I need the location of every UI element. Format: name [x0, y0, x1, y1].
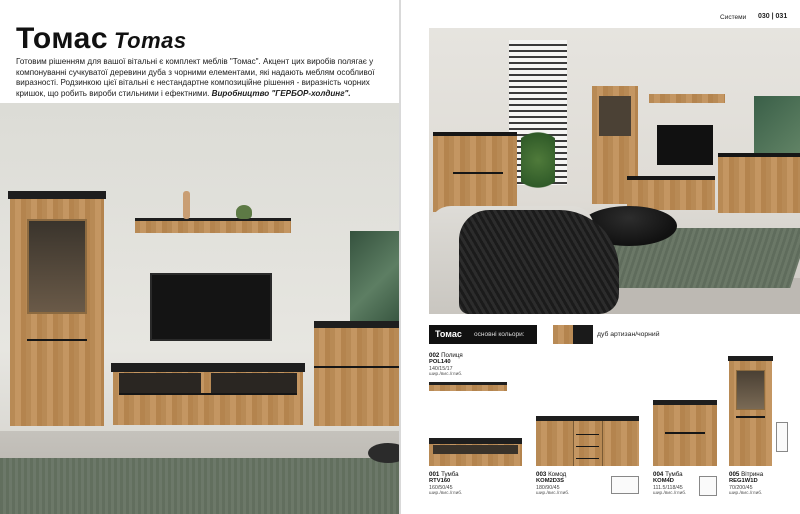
living-room-photo: [0, 103, 399, 514]
product-code: REG1W1D: [729, 478, 758, 484]
left-page: [0, 0, 399, 514]
tv-stand-niche-left: [119, 373, 201, 393]
wall-shelf: [135, 218, 291, 233]
small-plant: [236, 205, 252, 219]
dresser-top: [718, 153, 800, 157]
shelf-top: [429, 382, 507, 385]
rug: [0, 458, 399, 514]
product-code: POL140: [429, 359, 451, 365]
dresser-divider-2: [602, 421, 603, 466]
chest-top: [433, 132, 517, 136]
color-legend-bar: [429, 325, 537, 344]
product-004-sketch: [699, 476, 717, 496]
product-number: 002 Полиця: [429, 352, 463, 359]
product-005-info: [729, 471, 763, 497]
dims-note: шир./вис./глиб.: [653, 491, 687, 497]
maker-text: Виробництво "ГЕРБОР-холдинг".: [211, 88, 351, 98]
dresser-top: [314, 321, 399, 328]
product-002-info: [429, 352, 463, 378]
cabinet-top: [8, 191, 106, 199]
collection-name: Томас: [435, 329, 462, 339]
chest-handle: [453, 172, 503, 174]
intro-text: Готовим рішенням для вашої вітальні є комплект меблів "Томас". Акцент цих виробів полягає у компонуванні сучкуватої деревини дуба з чорними елементами, які надають меблям особливої виразності. Родзинкою цієї вітальні є нестандартне композиційне рішення - виразність чорних кришок, що робить вироби стильними і ефектними.: [16, 57, 375, 98]
product-001-image: [429, 438, 522, 466]
product-dims: 140/15/17: [429, 366, 453, 372]
product-dims: 160/50/45: [429, 485, 453, 491]
dresser: [718, 153, 800, 213]
black-swatch: [573, 325, 593, 344]
product-004-info: [653, 471, 686, 497]
dresser: [314, 321, 399, 426]
product-code: RTV160: [429, 478, 451, 484]
tv-stand-stripe: [119, 393, 297, 395]
product-003-info: [536, 471, 569, 497]
product-003-sketch: [611, 476, 639, 494]
product-number: 001 Тумба: [429, 471, 459, 478]
vitrine-stripe: [736, 416, 765, 418]
tv-stand-top: [627, 176, 715, 180]
product-005-sketch: [776, 422, 788, 452]
page-title: [16, 22, 187, 56]
tv-stand: [113, 363, 303, 425]
product-dims: 180/90/45: [536, 485, 560, 491]
chest: [433, 132, 517, 212]
product-002-image: [429, 382, 507, 391]
drawer-handle: [576, 434, 599, 435]
dims-note: шир./вис./глиб.: [429, 372, 463, 378]
room-photo: [429, 28, 800, 314]
cabinet-handle: [27, 339, 87, 341]
marble-panel: [754, 96, 800, 156]
page-numbers: 030 | 031: [758, 13, 788, 20]
television: [150, 273, 272, 341]
dresser-top: [536, 416, 639, 421]
dresser-divider: [573, 421, 574, 466]
shelf-top: [135, 218, 291, 221]
cabinet-glass-door: [27, 219, 87, 314]
title-latin: Tomas: [114, 28, 187, 53]
dims-note: шир./вис./глиб.: [536, 491, 570, 497]
product-dims: 70/200/45: [729, 485, 753, 491]
product-number: 004 Тумба: [653, 471, 683, 478]
cabinet-top: [653, 400, 717, 405]
tv-stand: [627, 176, 715, 210]
drawer-handle: [576, 458, 599, 459]
oak-swatch: [553, 325, 573, 344]
stand-niche: [433, 445, 518, 454]
product-dims: 111.5/118/45: [653, 485, 683, 491]
dresser-stripe: [314, 366, 399, 368]
tv-stand-niche-right: [211, 373, 297, 393]
cabinet-glass: [599, 96, 631, 136]
product-005-image: [729, 356, 772, 466]
vitrine-top: [728, 356, 773, 361]
wall-shelf: [649, 94, 725, 103]
black-throw: [459, 210, 619, 314]
product-003-image: [536, 416, 639, 466]
product-004-image: [653, 400, 717, 466]
vitrine-glass-door: [736, 370, 765, 410]
tv-stand-top: [111, 363, 305, 372]
color-swatch: [553, 325, 593, 344]
vase: [183, 191, 190, 219]
product-code: KOM2D3S: [536, 478, 565, 484]
cabinet-stripe: [665, 432, 705, 434]
product-001-info: [429, 471, 462, 497]
right-page: [401, 0, 800, 514]
potted-plant: [521, 132, 555, 202]
product-number: 005 Вітрина: [729, 471, 764, 478]
stand-top: [429, 438, 522, 444]
section-name: Системи: [720, 14, 747, 21]
drawer-handle: [576, 446, 599, 447]
swatch-label: дуб артизан/чорний: [597, 331, 660, 338]
title-cyrillic: Томас: [16, 22, 109, 55]
product-number: 003 Комод: [536, 471, 567, 478]
collection-colors-label: основні кольори:: [474, 331, 525, 338]
dims-note: шир./вис./глиб.: [429, 491, 463, 497]
television: [657, 125, 713, 165]
dims-note: шир./вис./глиб.: [729, 491, 763, 497]
intro-paragraph: [16, 57, 394, 99]
product-code: KOM4D: [653, 478, 674, 484]
display-cabinet: [10, 191, 104, 426]
